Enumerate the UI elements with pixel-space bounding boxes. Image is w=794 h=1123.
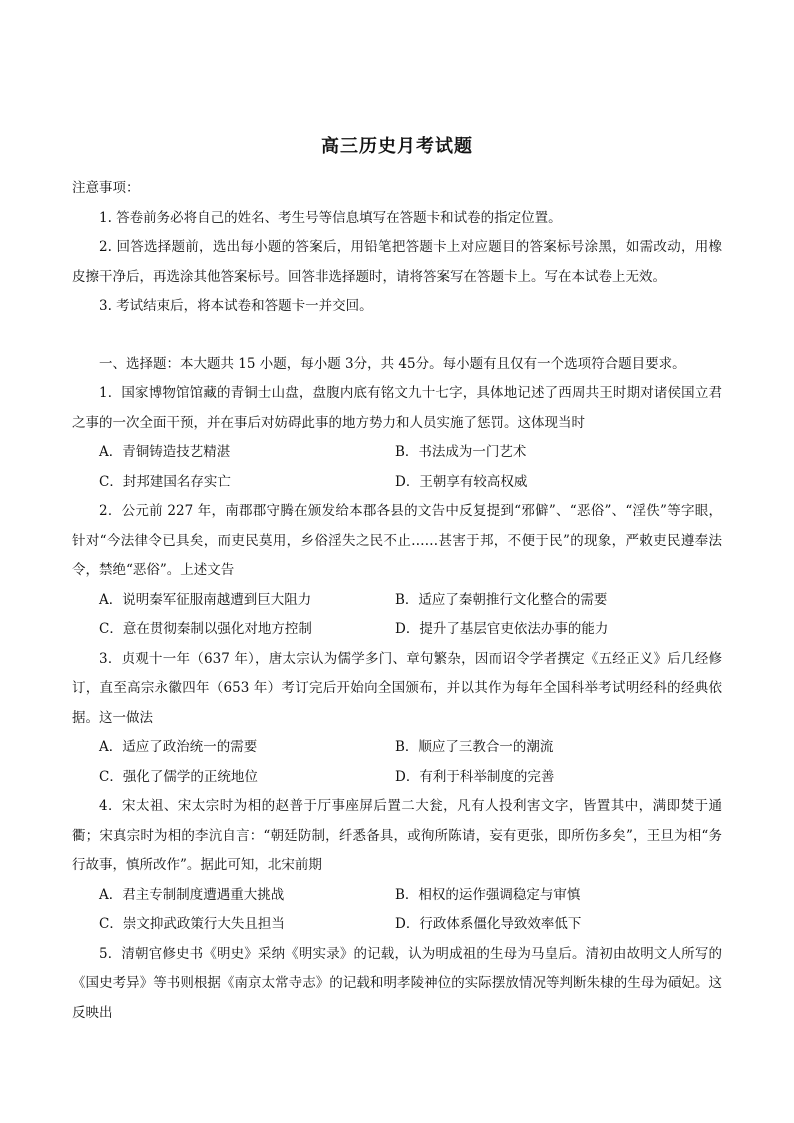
- question-3-option-c[interactable]: C．强化了儒学的正统地位: [99, 768, 258, 785]
- question-1-option-b[interactable]: B．书法成为一门艺术: [395, 444, 527, 460]
- question-3-option-b[interactable]: B．顺应了三教合一的潮流: [395, 739, 554, 755]
- question-5-stem: 5．清朝官修史书《明史》采纳《明实录》的记载，认为明成祖的生母为马皇后。清初由故明文人所写的《国史考异》等书则根据《南京太常寺志》的记载和明孝陵神位的实际摆放情况等判断朱棣的生母为碽妃。这反映出: [72, 945, 722, 1021]
- exam-body: [72, 174, 722, 1028]
- page-title: 高三历史月考试题: [321, 136, 473, 157]
- question-1-options-row-2: [72, 468, 722, 498]
- question-4-option-b[interactable]: B．相权的运作强调稳定与审慎: [395, 886, 581, 903]
- question-3-options-row-2: [72, 763, 722, 793]
- question-1-options-row-1: [72, 438, 722, 468]
- question-4-stem: 4．宋太祖、宋太宗时为相的赵普于厅事座屏后置二大瓮，凡有人投利害文字，皆置其中，满即焚于通衢；宋真宗时为相的李沆自言：“朝廷防制，纤悉备具，或徇所陈请，妄有更张，即所伤多矣”，王旦为相“务行故事，慎所改作”。据此可知，北宋前期: [72, 798, 722, 873]
- question-2-stem: 2．公元前 227 年，南郡郡守腾在颁发给本郡各县的文告中反复提到“邪僻”、“恶俗”、“淫佚”等字眼，针对“今法律令已具矣，而吏民莫用，乡俗淫失之民不止……甚害于邦，不便于民”的现象，严敕吏民遵奉法令，禁绝“恶俗”。上述文告: [72, 503, 722, 578]
- question-2-option-b[interactable]: B．适应了秦朝推行文化整合的需要: [395, 591, 608, 608]
- question-1-stem: 1．国家博物馆馆藏的青铜士山盘，盘腹内底有铭文九十七字，具体地记述了西周共王时期对诸侯国立君之事的一次全面干预，并在事后对妨碍此事的地方势力和人员实施了惩罚。这体现当时: [72, 385, 722, 431]
- question-4-option-c[interactable]: C．崇文抑武政策行大失且担当: [99, 916, 285, 932]
- question-3-option-d[interactable]: D．有利于科举制度的完善: [395, 768, 555, 785]
- question-3-options-row-1: [72, 733, 722, 763]
- question-4-options-row-2: [72, 910, 722, 940]
- question-4-option-a[interactable]: A．君主专制制度遭遇重大挑战: [99, 886, 285, 903]
- question-3-option-a[interactable]: A．适应了政治统一的需要: [99, 739, 258, 755]
- notice-item-2: 2. 回答选择题前，选出每小题的答案后，用铅笔把答题卡上对应题目的答案标号涂黑，如需改动，用橡皮擦干净后，再选涂其他答案标号。回答非选择题时，请将答案写在答题卡上。写在本试卷上无效。: [72, 239, 722, 285]
- question-2-option-c[interactable]: C．意在贯彻秦制以强化对地方控制: [99, 621, 312, 637]
- notice-item-1: 1. 答卷前务必将自己的姓名、考生号等信息填写在答题卡和试卷的指定位置。: [99, 209, 562, 226]
- notice-item-3: 3. 考试结束后，将本试卷和答题卡一并交回。: [99, 298, 373, 314]
- question-2-option-d[interactable]: D．提升了基层官吏依法办事的能力: [395, 621, 609, 637]
- question-4-option-d[interactable]: D．行政体系僵化导致效率低下: [395, 916, 582, 932]
- question-2-options-row-2: [72, 615, 722, 645]
- question-4-options-row-1: [72, 881, 722, 911]
- question-1-option-a[interactable]: A．青铜铸造技艺精湛: [99, 444, 231, 460]
- question-2-option-a[interactable]: A．说明秦军征服南越遭到巨大阻力: [99, 591, 312, 608]
- question-2-options-row-1: [72, 586, 722, 616]
- notice-heading: 注意事项：: [72, 180, 140, 196]
- question-1-option-d[interactable]: D．王朝享有较高权威: [395, 473, 528, 490]
- section-heading: 一、选择题：本大题共 15 小题，每小题 3分，共 45分。每小题有且仅有一个选项符合题目要求。: [99, 355, 686, 372]
- spacer: [72, 322, 722, 350]
- question-1-option-c[interactable]: C．封邦建国名存实亡: [99, 473, 231, 490]
- question-3-stem: 3．贞观十一年（637 年），唐太宗认为儒学多门、章句繁杂，因而诏令学者撰定《五经正义》后几经修订，直至高宗永徽四年（653 年）考订完后开始向全国颁布，并以其作为每年全国科举考试明经科的经典依据。这一做法: [72, 650, 722, 726]
